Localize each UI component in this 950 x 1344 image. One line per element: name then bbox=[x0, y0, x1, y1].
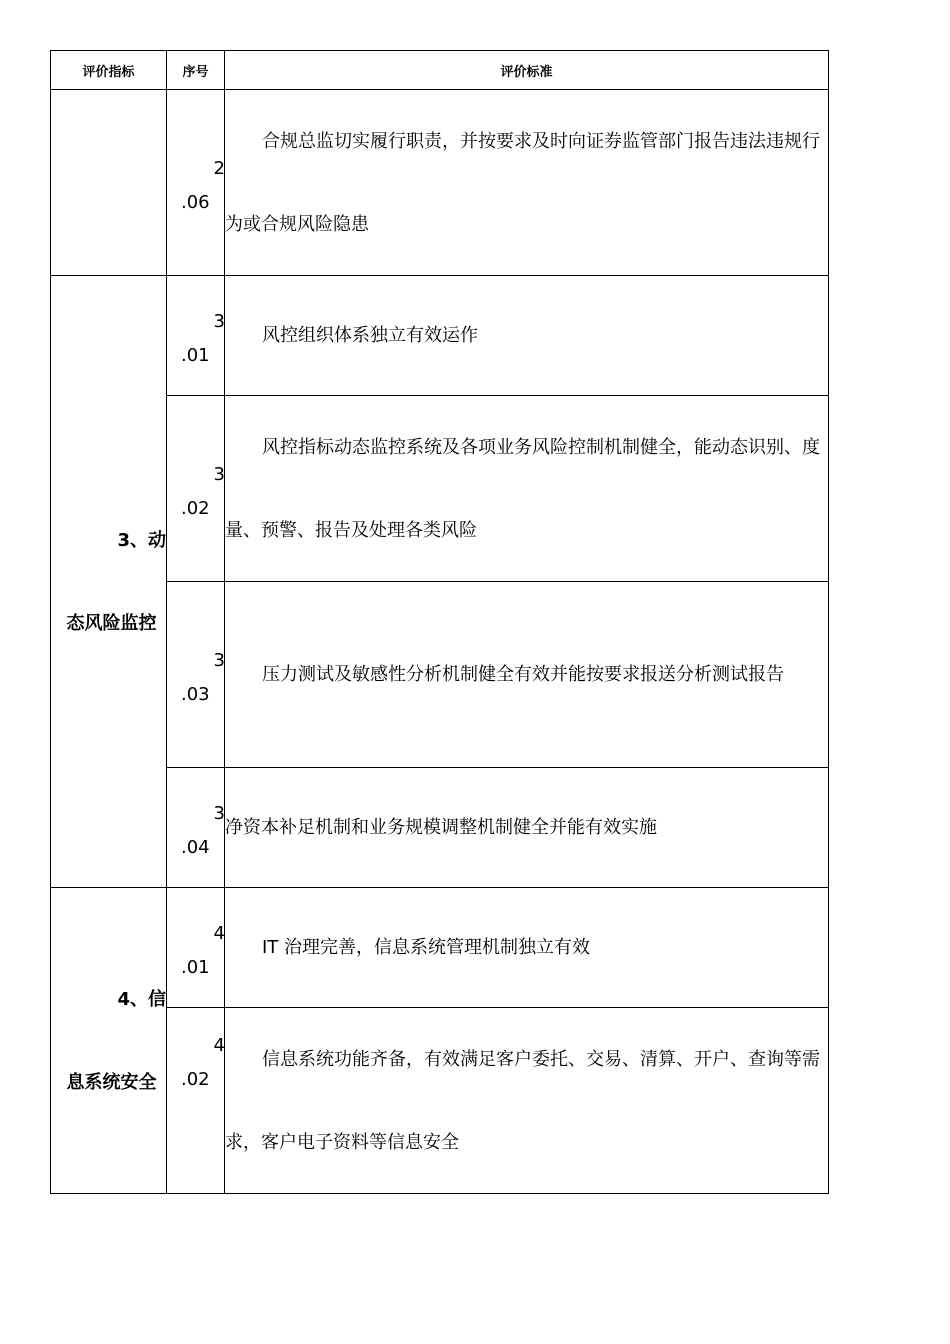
header-indicator: 评价指标 bbox=[51, 51, 167, 90]
standard-cell: 风控指标动态监控系统及各项业务风险控制机制健全，能动态识别、度量、预警、报告及处理各类风险 bbox=[225, 396, 829, 582]
seq-cell: 4 .01 bbox=[167, 888, 225, 1008]
table-row bbox=[51, 396, 829, 582]
table-row bbox=[51, 888, 829, 1008]
seq-cell: 4 .02 bbox=[167, 1008, 225, 1194]
standard-cell: 净资本补足机制和业务规模调整机制健全并能有效实施 bbox=[225, 768, 829, 888]
table-row bbox=[51, 582, 829, 768]
seq-cell: 2 .06 bbox=[167, 90, 225, 276]
table-row bbox=[51, 276, 829, 396]
seq-cell: 3 .03 bbox=[167, 582, 225, 768]
seq-cell: 3 .01 bbox=[167, 276, 225, 396]
evaluation-table bbox=[50, 50, 829, 1194]
table-row bbox=[51, 90, 829, 276]
seq-cell: 3 .04 bbox=[167, 768, 225, 888]
table-row bbox=[51, 1008, 829, 1194]
standard-cell: 信息系统功能齐备，有效满足客户委托、交易、清算、开户、查询等需求，客户电子资料等信息安全 bbox=[225, 1008, 829, 1194]
standard-cell: 压力测试及敏感性分析机制健全有效并能按要求报送分析测试报告 bbox=[225, 582, 829, 768]
category-cell-info-security: 4、信 息系统安全 bbox=[51, 888, 167, 1194]
header-standard: 评价标准 bbox=[225, 51, 829, 90]
standard-cell: IT 治理完善，信息系统管理机制独立有效 bbox=[225, 888, 829, 1008]
table-row bbox=[51, 768, 829, 888]
header-seq: 序号 bbox=[167, 51, 225, 90]
seq-cell: 3 .02 bbox=[167, 396, 225, 582]
standard-cell: 风控组织体系独立有效运作 bbox=[225, 276, 829, 396]
category-cell-empty bbox=[51, 90, 167, 276]
category-cell-dynamic-risk: 3、动 态风险监控 bbox=[51, 276, 167, 888]
standard-cell: 合规总监切实履行职责，并按要求及时向证券监管部门报告违法违规行为或合规风险隐患 bbox=[225, 90, 829, 276]
table-header-row bbox=[51, 51, 829, 90]
